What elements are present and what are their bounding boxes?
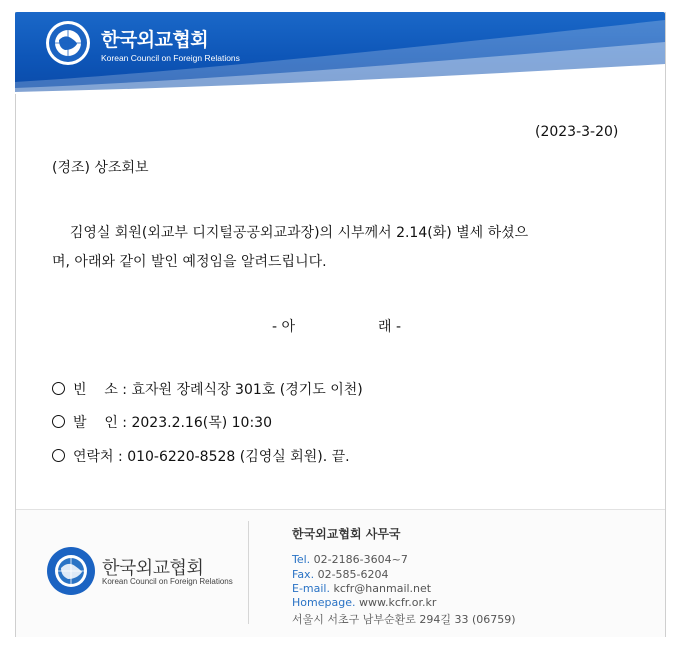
header-title: 한국외교협회 [101,29,209,51]
item-value: 효자원 장례식장 301호 (경기도 이천) [131,382,363,398]
footer-tel [292,553,408,566]
fax-label: Fax. [292,568,315,581]
footer-logo-title: 한국외교협회 [102,558,204,579]
list-item: 발 인 : 2023.2.16(목) 10:30 [52,412,272,432]
footer-address: 서울시 서초구 남부순환로 294길 33 (06759) [292,613,516,626]
circle-bullet-icon [52,415,65,428]
footer-fax [292,568,389,581]
notice-heading-left: - 아 [272,319,296,335]
fax-value: 02-585-6204 [317,568,389,581]
header-subtitle: Korean Council on Foreign Relations [101,53,240,63]
footer-kcfr-emblem-icon [46,546,96,596]
kcfr-emblem-icon [45,20,91,66]
footer-logo-subtitle: Korean Council on Foreign Relations [102,577,233,586]
homepage-label: Homepage. [292,596,356,609]
letter-paragraph-line-1 [52,222,528,242]
notice-heading-right: 래 - [378,319,402,335]
item-label: 발 인 [73,415,118,431]
paragraph-text-1: 김영실 회원(외교부 디지털공공외교과장)의 시부께서 2.14(화) 별세 하셨으 [69,225,529,241]
email-link[interactable]: kcfr@hanmail.net [333,582,432,595]
list-item: 빈 소 : 효자원 장례식장 301호 (경기도 이천) [52,379,363,399]
item-label: 연락처 [73,449,114,465]
item-value: 2023.2.16(목) 10:30 [131,415,272,431]
tel-value: 02-2186-3604~7 [313,553,408,566]
circle-bullet-icon [52,449,65,462]
email-label: E-mail. [292,582,330,595]
circle-bullet-icon [52,382,65,395]
footer-divider [248,521,249,624]
footer-email [292,582,431,595]
homepage-link[interactable]: www.kcfr.or.kr [358,596,437,609]
tel-label: Tel. [292,553,311,566]
letter-subject: (경조) 상조회보 [52,160,149,176]
letter-header [15,12,665,94]
letter-paragraph-line-2: 며, 아래와 같이 발인 예정임을 알려드립니다. [52,254,327,270]
item-label: 빈 소 [73,382,118,398]
footer-org-name: 한국외교협회 사무국 [292,527,401,541]
letter-date: (2023-3-20) [535,124,619,140]
item-value: 010-6220-8528 (김영실 회원). 끝. [127,449,350,465]
footer-homepage [292,596,436,609]
list-item: 연락처 : 010-6220-8528 (김영실 회원). 끝. [52,446,350,466]
